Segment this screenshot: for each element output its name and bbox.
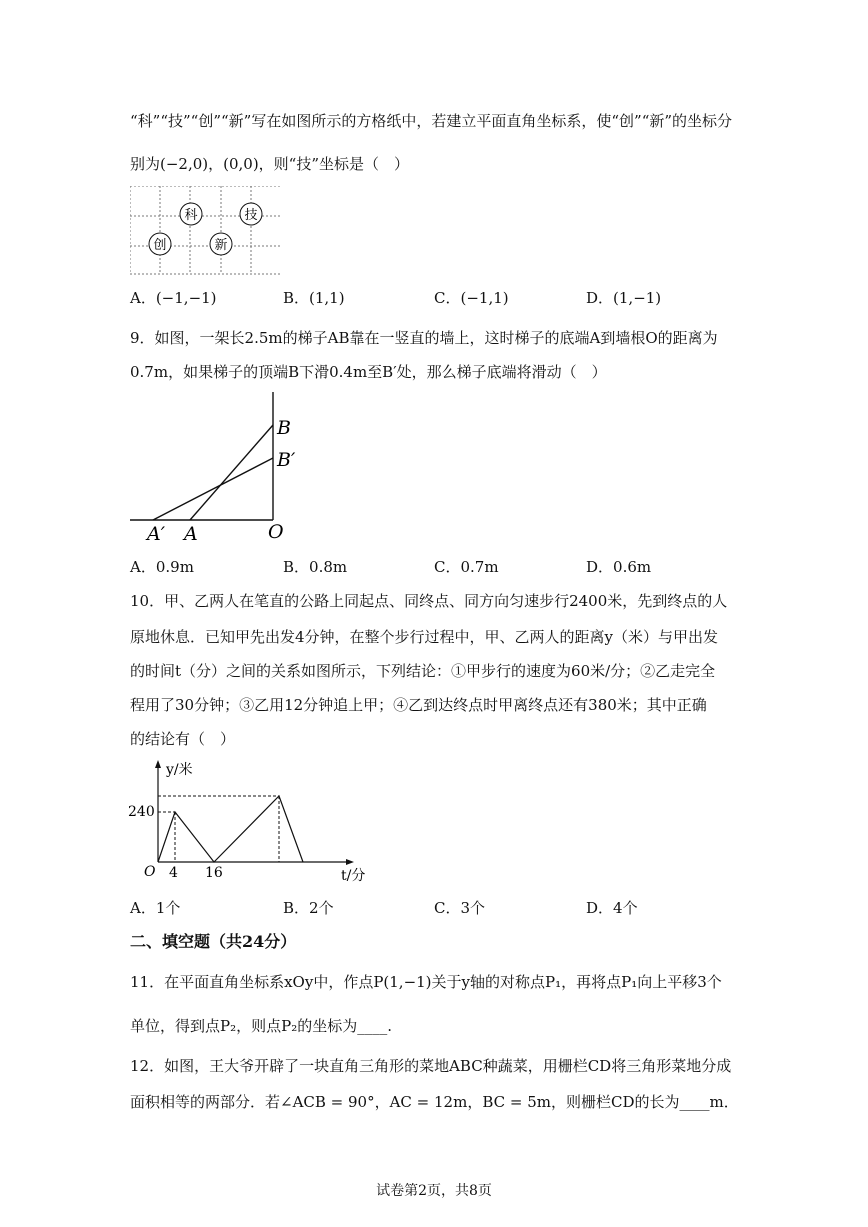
q10-option-a: A．1个 — [130, 899, 181, 917]
q8-text-line1: “科”“技”“创”“新”写在如图所示的方格纸中，若建立平面直角坐标系，使“创”“新”的坐标分 — [130, 112, 733, 130]
q8-option-b: B．(1,1) — [283, 289, 345, 307]
q9-option-b: B．0.8m — [283, 558, 348, 576]
q10-option-c: C．3个 — [434, 899, 486, 917]
graph-x-axis-label: t/分 — [341, 868, 366, 884]
graph-origin-label: O — [144, 864, 156, 880]
q9-option-a: A．0.9m — [130, 558, 194, 576]
label-B-prime: B′ — [277, 449, 296, 471]
q8-option-a: A．(−1,−1) — [130, 289, 217, 307]
grid-char-xin: 新 — [214, 238, 228, 253]
q12-text-line1: 12．如图，王大爷开辟了一块直角三角形的菜地ABC种蔬菜，用栅栏CD将三角形菜地分成 — [130, 1057, 732, 1075]
q10-option-b: B．2个 — [283, 899, 334, 917]
grid-char-chuang: 创 — [153, 238, 167, 253]
grid-char-ke: 科 — [184, 208, 198, 223]
q12-text-line2: 面积相等的两部分．若∠ACB = 90°，AC = 12m，BC = 5m，则栅栏CD的长为____m． — [130, 1093, 739, 1111]
grid-char-ji: 技 — [244, 208, 258, 223]
q10-text-line1: 10．甲、乙两人在笔直的公路上同起点、同终点、同方向匀速步行2400米，先到终点的人 — [130, 592, 728, 610]
q11-text-line2: 单位，得到点P₂，则点P₂的坐标为____. — [130, 1017, 392, 1035]
q10-option-d: D．4个 — [586, 899, 638, 917]
q8-text-line2: 别为(−2,0)，(0,0)，则“技”坐标是（ ） — [130, 155, 410, 173]
q8-option-c: C．(−1,1) — [434, 289, 509, 307]
q8-option-d: D．(1,−1) — [586, 289, 662, 307]
graph-y-tick-240: 240 — [128, 804, 155, 820]
q9-text-line1: 9．如图，一架长2.5m的梯子AB靠在一竖直的墙上，这时梯子的底端A到墙根O的距离为 — [130, 329, 718, 347]
label-A-prime: A′ — [147, 523, 166, 545]
q10-text-line3: 的时间t（分）之间的关系如图所示，下列结论：①甲步行的速度为60米/分；②乙走完全 — [130, 662, 716, 680]
label-A: A — [184, 523, 198, 545]
graph-y-axis-label: y/米 — [166, 762, 193, 778]
q10-distance-graph — [128, 758, 378, 888]
q9-ladder-figure — [128, 392, 318, 547]
label-O: O — [268, 521, 284, 543]
section-title-fill-in: 二、填空题（共24分） — [130, 932, 297, 951]
q9-option-c: C．0.7m — [434, 558, 499, 576]
label-B: B — [277, 417, 291, 439]
graph-x-tick-4: 4 — [169, 865, 178, 881]
q11-text-line1: 11．在平面直角坐标系xOy中，作点P(1,−1)关于y轴的对称点P₁，再将点P₁向上平移3个 — [130, 973, 722, 991]
graph-x-tick-16: 16 — [205, 865, 223, 881]
q9-option-d: D．0.6m — [586, 558, 652, 576]
q9-text-line2: 0.7m，如果梯子的顶端B下滑0.4m至B′处，那么梯子底端将滑动（ ） — [130, 363, 607, 381]
page-footer: 试卷第2页，共8页 — [376, 1183, 492, 1199]
q8-grid-figure — [130, 186, 285, 278]
q10-text-line4: 程用了30分钟；③乙用12分钟追上甲；④乙到达终点时甲离终点还有380米；其中正确 — [130, 696, 707, 714]
q10-text-line2: 原地休息．已知甲先出发4分钟，在整个步行过程中，甲、乙两人的距离y（米）与甲出发 — [130, 628, 719, 646]
q10-text-line5: 的结论有（ ） — [130, 730, 236, 748]
